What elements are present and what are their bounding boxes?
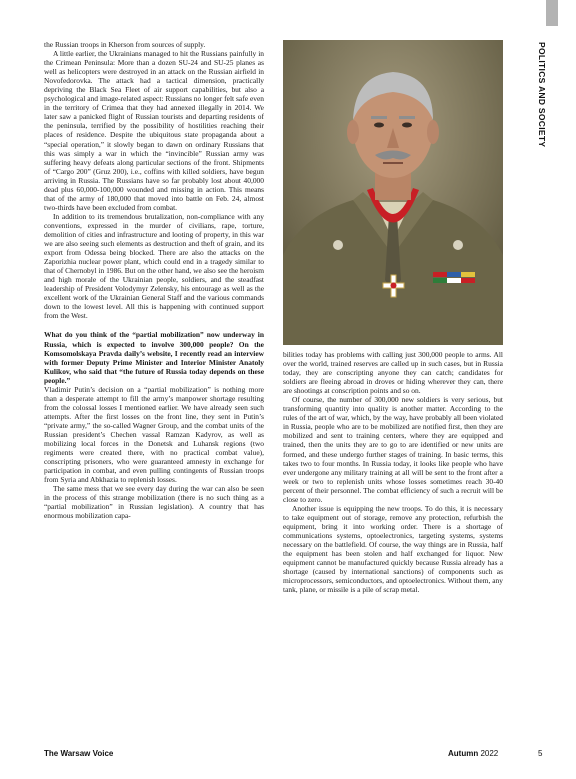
page-number: 5 <box>538 749 543 758</box>
paragraph: Of course, the number of 300,000 new soldiers is very serious, but transforming quantity into quality is another matter. According to the rules of the art of war, which, by the way, have probably all been violated in Russia, people who are to be mobilized are notified first, then they are mobilized and sent to training centers, where they are equipped and trained, then the units they are to go to are identified or new units are formed, and these undergo further stages of training. In basic terms, this takes two to four months. In Russia today, it looks like people who have ever undergone any military training at all will be sent to the front after a week or two to replenish units whose losses sometimes reach 30-40 percent of their personnel. The combat efficiency of such a recruit will be close to zero. <box>283 395 503 504</box>
paragraph: the Russian troops in Kherson from sources of supply. <box>44 40 206 49</box>
footer-publication: The Warsaw Voice <box>44 749 114 758</box>
paragraph: In addition to its tremendous brutalization, non-compliance with any conventions, expressed in the murder of civilians, rape, torture, demolition of cities and infrastructure and looting of property, in this war we are also seeing such elements as destruction and theft of grain, and its export from Odessa being blocked. There are also the attacks on the Zaporizhia nuclear power plant, which could end in a tragedy similar to that of Chernobyl in 1986. But on the other hand, we also see the heroism and high morale of the Ukrainian people, soldiers, and the steadfast leadership of President Volodymyr Zelensky, his entourage as well as the excellent work of the Ukrainian General Staff and the various commands down to the lowest level. All this is happening with continued support from the West. <box>44 211 264 321</box>
footer-year: 2022 <box>480 749 499 758</box>
footer-season: Autumn <box>448 749 479 758</box>
left-column <box>44 40 264 520</box>
paragraph: The same mess that we see every day during the war can also be seen in the process of this strange mobilization (there is no such thing as a “partial mobilization” in Russian legislation). A country that has enormous mobilization capa- <box>44 484 264 521</box>
right-column <box>283 350 503 594</box>
collar-badge-icon <box>453 240 463 250</box>
paragraph: Vladimir Putin’s decision on a “partial mobilization” is nothing more than a desperate attempt to fill the army’s manpower shortage resulting from the colossal losses I mentioned earlier. We have already seen such attempts. After the first losses on the front line, they sent in Putin’s “private army,” the so-called Wagner Group, and the combat units of the Russian president’s Chechen vassal Ramzan Kadyrov, as well as mobilizing local forces in the Donetsk and Luhansk regions (two regiments were created there, with no practical combat value), conscripting prisoners, who were guaranteed amnesty in exchange for participation in combat, and even pulling contingents of Russian troops from Syria and Abkhazia to replenish losses. <box>44 384 264 485</box>
paragraph: bilities today has problems with calling just 300,000 people to arms. All over the world, trained reserves are called up in such cases, but in Russia today, they are conscripting anyone they can catch; candidates for soldiers are fleeing abroad in droves or hiding wherever they can, there are shootings at conscription points and so on. <box>283 350 503 396</box>
paragraph: A little earlier, the Ukrainians managed to hit the Russians painfully in the Crimean Peninsula: More than a dozen SU-24 and SU-25 planes as well as helicopters were destroyed in an attack on the Russian airfield in Novofedorovka. The attack had a tactical dimension, practically depriving the Black Sea Fleet of air support capabilities, but also a psychological and image-related aspect: Russians no longer felt safe even in the territory of Crimea that they had annexed illegally in 2014. We later saw a panicked flight of Russian tourists and departing residents of the peninsula, terrified by the possibility of hostilities reaching their places of residence. Despite the ubiquitous state propaganda about a “special operation,” it slowly began to dawn on ordinary Russians that this was simply a war in which the “invincible” Russian army was suffering heavy defeats along particular sections of the front. Shipments of “Cargo 200” (Gruz 200), i.e., coffins with killed soldiers, have begun arriving in Russia. The Russians have so far probably lost about 40,000 dead plus 60,000-100,000 wounded and missing in action. This means that of the army of 180,000 that moved into battle on Feb. 24, almost two-thirds have been excluded from combat. <box>44 49 264 212</box>
general-portrait-illustration <box>283 40 503 345</box>
section-label: POLITICS AND SOCIETY <box>537 42 547 148</box>
paragraph: Another issue is equipping the new troops. To do this, it is necessary to take equipment out of storage, remove any protection, refurbish the equipment, bring it into working order. There is a shortage of communications systems, optoelectronics, targeting systems, systems necessary on the battlefield. Of course, the way things are in Russia, half the equipment has been stolen and half exchanged for liquor. New equipment cannot be manufactured quickly because Russia already has a shortage (caused by international sanctions) of components such as microprocessors, semiconductors, and optoelectronics. Without them, any tank, plane, or missile is a pile of scrap metal. <box>283 503 503 595</box>
portrait-photo <box>283 40 503 345</box>
interview-question: What do you think of the “partial mobilization” now underway in Russia, which is expected to involve 300,000 people? On the Komsomolskaya Pravda daily’s website, I recently read an interview with former Deputy Prime Minister and Interior Minister Anatoly Kulikov, who said that “the future of Russia today depends on these people.” <box>44 330 264 385</box>
page-edge-tab <box>546 0 558 26</box>
collar-badge-icon <box>333 240 343 250</box>
footer-issue <box>448 749 498 758</box>
